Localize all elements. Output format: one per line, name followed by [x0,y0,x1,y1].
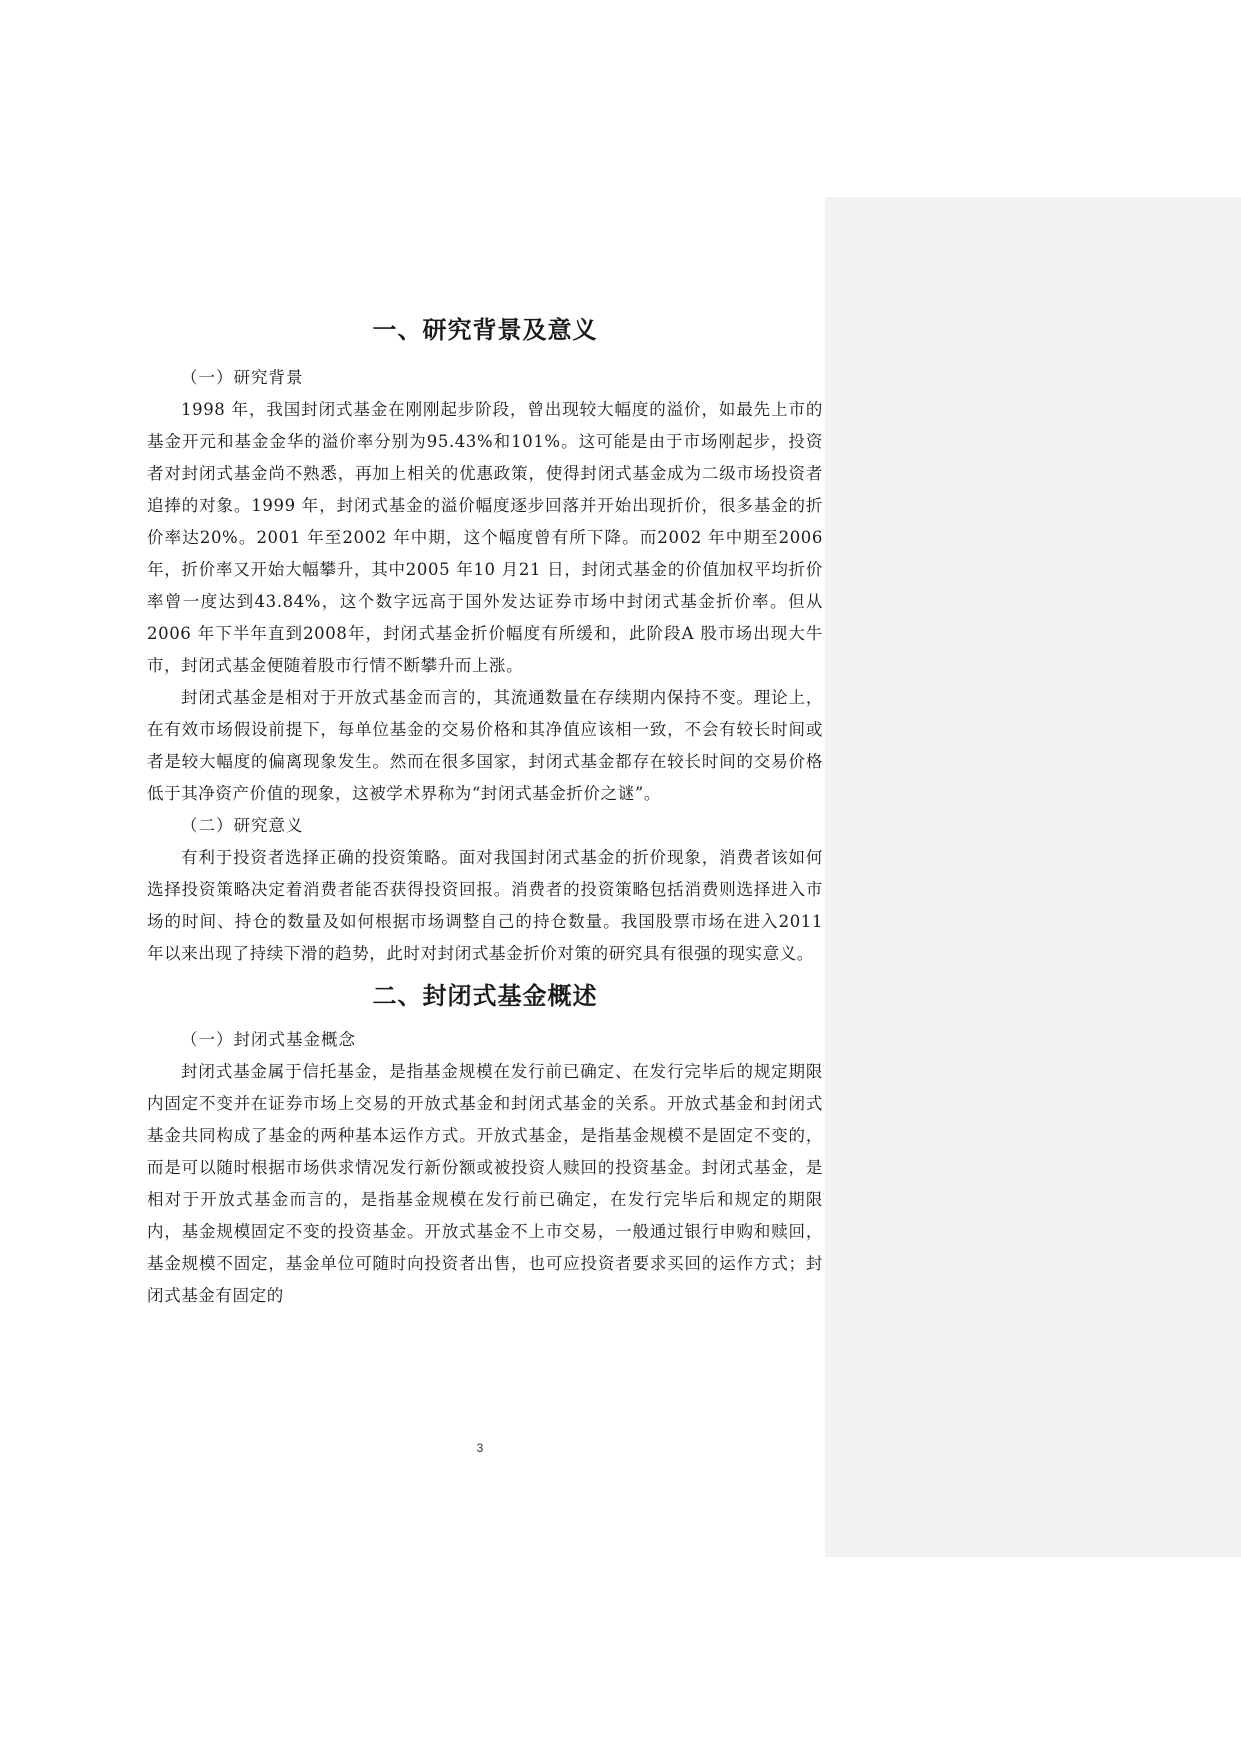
comment-pane [825,197,1241,1557]
paragraph-significance: 有利于投资者选择正确的投资策略。面对我国封闭式基金的折价现象，消费者该如何选择投资策略决定着消费者能否获得投资回报。消费者的投资策略包括消费则选择进入市场的时间、持仓的数量及如何根据市场调整自己的持仓数量。我国股票市场在进入2011年以来出现了持续下滑的趋势，此时对封闭式基金折价对策的研究具有很强的现实意义。 [147,848,823,963]
subheading-concept: （一）封闭式基金概念 [181,1030,356,1049]
page-number: 3 [476,1441,484,1455]
subheading-research-background: （一）研究背景 [181,368,304,387]
paragraph-history: 1998 年，我国封闭式基金在刚刚起步阶段，曾出现较大幅度的溢价，如最先上市的基金开元和基金金华的溢价率分别为95.43%和101%。这可能是由于市场刚起步，投资者对封闭式基金尚不熟悉，再加上相关的优惠政策，使得封闭式基金成为二级市场投资者追捧的对象。1999 年，封闭式基金的溢价幅度逐步回落并开始出现折价，很多基金的折价率达20%。2001 年至2002 年中期，这个幅度曾有所下降。而2002 年中期至2006 年，折价率又开始大幅攀升，其中2005 年10 月21 日，封闭式基金的价值加权平均折价率曾一度达到43.84%，这个数字远高于国外发达证券市场中封闭式基金折价率。但从2006 年下半年直到2008年，封闭式基金折价幅度有所缓和，此阶段A 股市场出现大牛市，封闭式基金便随着股市行情不断攀升而上涨。 [147,400,823,675]
page-body [147,312,823,1312]
paragraph-concept: 封闭式基金属于信托基金，是指基金规模在发行前已确定、在发行完毕后的规定期限内固定不变并在证券市场上交易的开放式基金和封闭式基金的关系。开放式基金和封闭式基金共同构成了基金的两种基本运作方式。开放式基金，是指基金规模不是固定不变的，而是可以随时根据市场供求情况发行新份额或被投资人赎回的投资基金。封闭式基金，是相对于开放式基金而言的，是指基金规模在发行前已确定，在发行完毕后和规定的期限内，基金规模固定不变的投资基金。开放式基金不上市交易，一般通过银行申购和赎回，基金规模不固定，基金单位可随时向投资者出售，也可应投资者要求买回的运作方式；封闭式基金有固定的 [147,1062,823,1305]
subheading-research-significance: （二）研究意义 [181,816,304,835]
section-heading-overview: 二、封闭式基金概述 [372,982,598,1010]
paragraph-discount-puzzle: 封闭式基金是相对于开放式基金而言的，其流通数量在存续期内保持不变。理论上，在有效市场假设前提下，每单位基金的交易价格和其净值应该相一致，不会有较长时间或者是较大幅度的偏离现象发生。然而在很多国家，封闭式基金都存在较长时间的交易价格低于其净资产价值的现象，这被学术界称为“封闭式基金折价之谜”。 [147,688,823,803]
section-heading-background: 一、研究背景及意义 [372,316,598,344]
